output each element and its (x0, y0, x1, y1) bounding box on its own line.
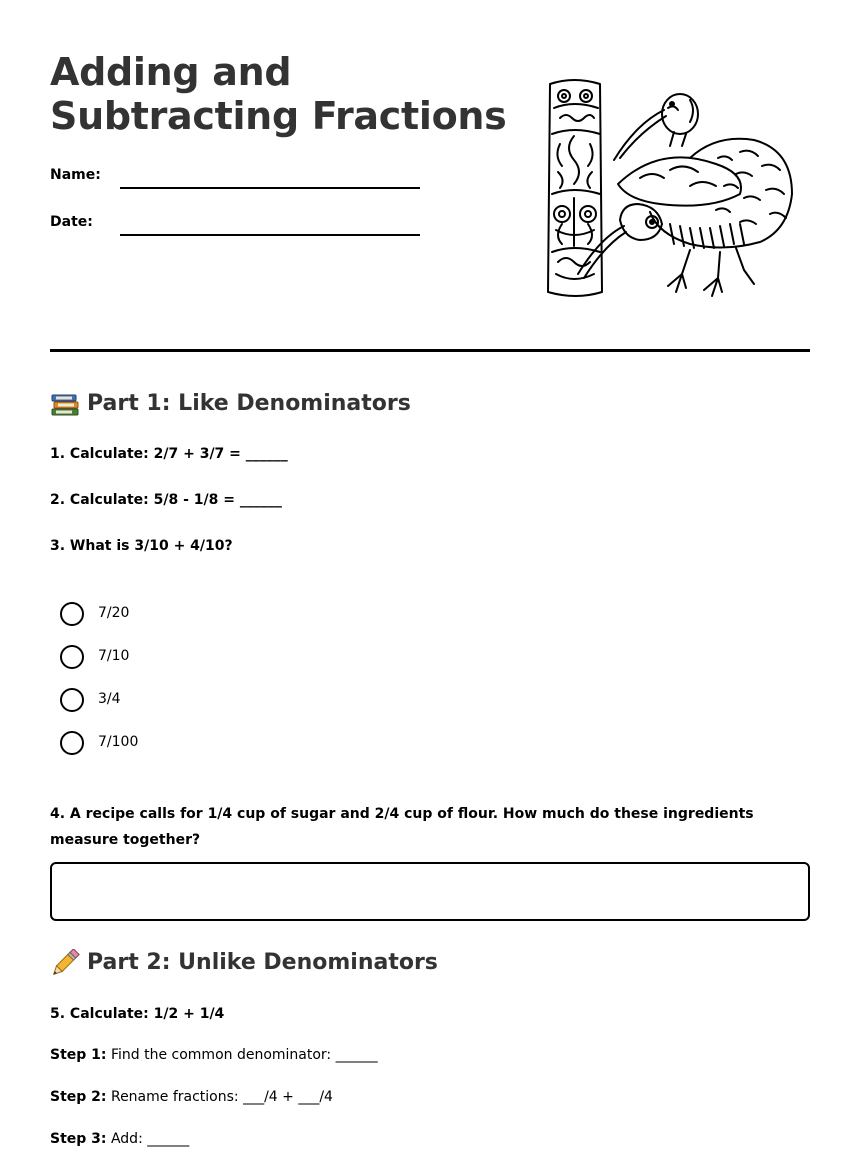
option-label: 7/20 (98, 605, 130, 621)
step-text: Find the common denominator: ______ (106, 1047, 378, 1063)
books-icon (50, 390, 80, 418)
question-3: 3. What is 3/10 + 4/10? (50, 538, 233, 554)
step-1 (50, 1044, 378, 1066)
part2-heading (50, 949, 438, 977)
step-label: Step 2: (50, 1089, 107, 1105)
option-label: 7/10 (98, 648, 130, 664)
worksheet-title: Adding and Subtracting Fractions (50, 50, 507, 138)
radio-button[interactable] (60, 645, 84, 669)
question-1: 1. Calculate: 2/7 + 3/7 = ______ (50, 446, 288, 462)
date-answer-line[interactable] (120, 234, 420, 236)
part2-title: Part 2: Unlike Denominators (87, 950, 438, 975)
step-text: Add: ______ (106, 1131, 190, 1147)
step-3 (50, 1128, 189, 1150)
name-label: Name: (50, 167, 101, 183)
question-5: 5. Calculate: 1/2 + 1/4 (50, 1006, 225, 1022)
step-text: Rename fractions: ___/4 + ___/4 (106, 1089, 333, 1105)
part1-heading (50, 390, 411, 418)
small-kiwi-icon (614, 94, 698, 160)
step-2 (50, 1086, 333, 1108)
option-label: 3/4 (98, 691, 121, 707)
question-4: 4. A recipe calls for 1/4 cup of sugar and 2/4 cup of flour. How much do these ingredients measure together? (50, 806, 754, 848)
q4-answer-box[interactable] (50, 862, 810, 921)
option-label: 7/100 (98, 734, 139, 750)
question-2: 2. Calculate: 5/8 - 1/8 = ______ (50, 492, 282, 508)
nest-icon (618, 157, 741, 205)
radio-button[interactable] (60, 688, 84, 712)
kiwi-bird-illustration-icon (540, 74, 802, 310)
step-label: Step 3: (50, 1131, 107, 1147)
name-answer-line[interactable] (120, 187, 420, 189)
step-label: Step 1: (50, 1047, 107, 1063)
part1-title: Part 1: Like Denominators (87, 391, 411, 416)
radio-button[interactable] (60, 602, 84, 626)
radio-button[interactable] (60, 731, 84, 755)
date-label: Date: (50, 214, 93, 230)
big-kiwi-icon (578, 139, 792, 296)
pencil-icon (50, 949, 80, 977)
header-divider (50, 349, 810, 352)
